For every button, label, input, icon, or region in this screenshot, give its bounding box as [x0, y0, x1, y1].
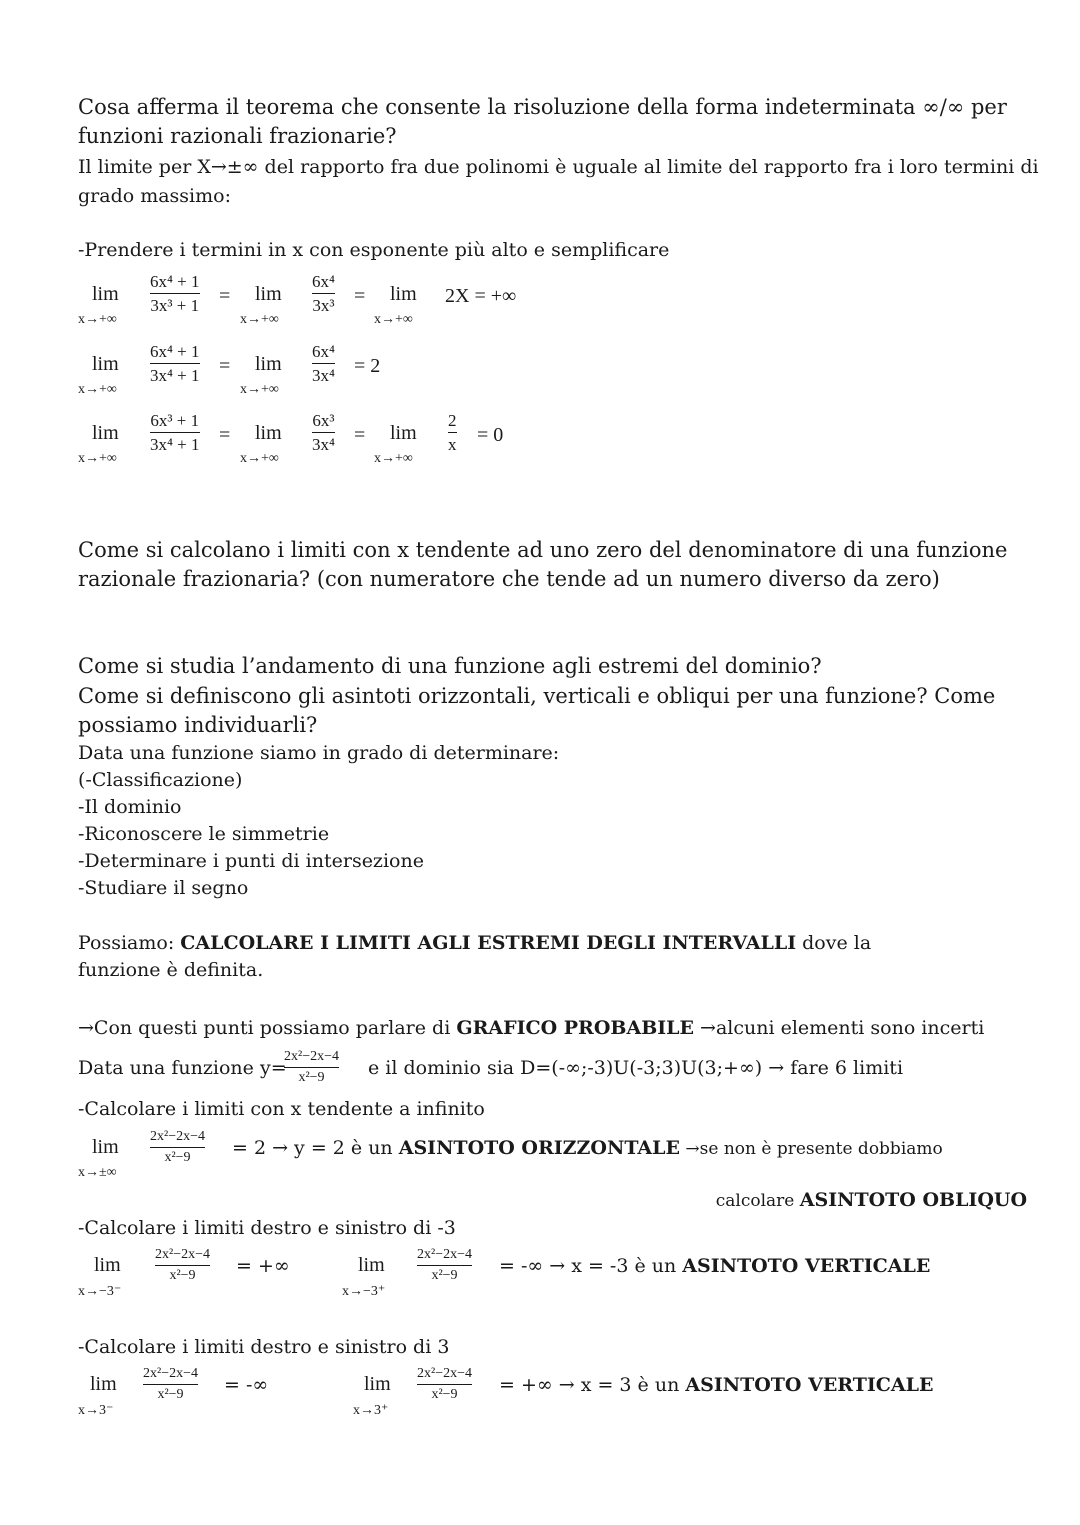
question-3-line-2: Come si definiscono gli asintoti orizzontali, verticali e obliqui per una funzione? Come	[78, 684, 996, 708]
lim-subscript: x→+∞	[240, 451, 279, 466]
data-func-prefix: Data una funzione y=	[78, 1057, 287, 1079]
question-1-line-1: Cosa afferma il teorema che consente la risoluzione della forma indeterminata ∞/∞ per	[78, 95, 1007, 119]
fraction	[448, 412, 457, 453]
function-fraction	[417, 1367, 472, 1402]
fraction	[150, 343, 200, 384]
numerator: 2	[448, 411, 457, 430]
question-2-line-1: Come si calcolano i limiti con x tendente ad uno zero del denominatore di una funzione	[78, 538, 1008, 562]
oblique-asymptote-note	[716, 1189, 1027, 1211]
numerator: 2x²−2x−4	[417, 1247, 472, 1262]
fraction	[150, 412, 200, 453]
lim-subscript: x→−3⁻	[78, 1284, 122, 1299]
right-result-bold: ASINTOTO VERTICALE	[682, 1255, 931, 1277]
numerator: 2x²−2x−4	[150, 1129, 205, 1144]
function-fraction	[417, 1248, 472, 1283]
grafico-suffix: →alcuni elementi sono incerti	[693, 1017, 985, 1039]
lim-subscript: x→+∞	[78, 382, 117, 397]
p3-limits-heading: -Calcolare i limiti destro e sinistro di 3	[78, 1336, 450, 1358]
fraction	[150, 273, 200, 314]
lim-label: lim	[92, 1136, 119, 1158]
function-fraction	[150, 1130, 205, 1165]
lim-subscript: x→+∞	[78, 451, 117, 466]
limit-result: = 2	[354, 355, 381, 377]
limit-result: = 0	[477, 424, 504, 446]
function-fraction	[155, 1248, 210, 1283]
lim-label: lim	[358, 1254, 385, 1276]
lim-label: lim	[255, 353, 282, 375]
equals-sign: =	[354, 424, 366, 446]
lim-label: lim	[90, 1373, 117, 1395]
lim-subscript: x→+∞	[240, 382, 279, 397]
instruction-text: -Prendere i termini in x con esponente più alto e semplificare	[78, 239, 670, 261]
lim-subscript: x→+∞	[240, 312, 279, 327]
left-limit-result: = -∞	[224, 1374, 269, 1396]
denominator: x²−9	[298, 1070, 325, 1085]
denominator: x	[448, 435, 457, 454]
list-item: -Il dominio	[78, 796, 182, 818]
lim-label: lim	[94, 1254, 121, 1276]
lim-subscript: x→+∞	[78, 312, 117, 327]
function-fraction	[284, 1050, 339, 1085]
question-1-line-2: funzioni razionali frazionarie?	[78, 124, 397, 148]
equals-sign: =	[219, 424, 231, 446]
possiamo-line-1	[78, 932, 871, 954]
question-2-line-2: razionale frazionaria? (con numeratore che tende ad un numero diverso da zero)	[78, 567, 940, 591]
answer-1-line-2: grado massimo:	[78, 185, 231, 207]
inf-limits-heading: -Calcolare i limiti con x tendente a infinito	[78, 1098, 485, 1120]
equals-sign: =	[219, 355, 231, 377]
numerator: 6x⁴	[312, 342, 335, 361]
lim-subscript: x→−3⁺	[342, 1284, 386, 1299]
grafico-line	[78, 1017, 984, 1039]
possiamo-bold: CALCOLARE I LIMITI AGLI ESTREMI DEGLI INTERVALLI	[180, 932, 797, 954]
lim-label: lim	[390, 422, 417, 444]
answer-1-line-1: Il limite per X→±∞ del rapporto fra due polinomi è uguale al limite del rapporto fra i loro termini di	[78, 156, 1039, 178]
possiamo-prefix: Possiamo:	[78, 932, 181, 954]
numerator: 2x²−2x−4	[417, 1366, 472, 1381]
inf-result-bold: ASINTOTO ORIZZONTALE	[398, 1137, 680, 1159]
oblique-bold: ASINTOTO OBLIQUO	[799, 1189, 1027, 1211]
oblique-prefix: calcolare	[715, 1191, 800, 1211]
list-item: -Determinare i punti di intersezione	[78, 850, 424, 872]
possiamo-suffix: dove la	[796, 932, 872, 954]
function-fraction	[143, 1367, 198, 1402]
right-result-bold: ASINTOTO VERTICALE	[685, 1374, 934, 1396]
denominator: 3x³	[312, 296, 335, 315]
list-item: -Studiare il segno	[78, 877, 249, 899]
numerator: 6x⁴	[312, 272, 335, 291]
inf-result-text: = 2 → y = 2 è un	[232, 1137, 399, 1159]
numerator: 2x²−2x−4	[155, 1247, 210, 1262]
equals-sign: =	[219, 285, 231, 307]
question-3-line-3: possiamo individuarli?	[78, 713, 318, 737]
denominator: 3x⁴ + 1	[150, 366, 200, 385]
data-func-suffix: e il dominio sia D=(-∞;-3)U(-3;3)U(3;+∞) → fare 6 limiti	[368, 1057, 904, 1079]
right-limit-result	[499, 1374, 933, 1396]
denominator: x²−9	[169, 1268, 196, 1283]
left-limit-result: = +∞	[236, 1255, 290, 1277]
list-item: (-Classificazione)	[78, 769, 243, 791]
numerator: 6x³	[312, 411, 335, 430]
m3-limits-heading: -Calcolare i limiti destro e sinistro di -3	[78, 1217, 456, 1239]
lim-subscript: x→+∞	[374, 312, 413, 327]
equals-sign: =	[354, 285, 366, 307]
numerator: 2x²−2x−4	[143, 1366, 198, 1381]
numerator: 6x³ + 1	[150, 411, 200, 430]
denominator: x²−9	[157, 1387, 184, 1402]
lim-label: lim	[364, 1373, 391, 1395]
lim-label: lim	[255, 422, 282, 444]
lim-label: lim	[390, 283, 417, 305]
inf-result-suffix: →se non è presente dobbiamo	[680, 1139, 943, 1159]
fraction	[312, 412, 335, 453]
lim-label: lim	[92, 422, 119, 444]
lim-subscript: x→±∞	[78, 1165, 117, 1180]
question-3-line-1: Come si studia l’andamento di una funzione agli estremi del dominio?	[78, 654, 822, 678]
right-result-text: = -∞ → x = -3 è un	[499, 1255, 683, 1277]
grafico-bold: GRAFICO PROBABILE	[456, 1017, 694, 1039]
grafico-prefix: →Con questi punti possiamo parlare di	[78, 1017, 457, 1039]
numerator: 6x⁴ + 1	[150, 342, 200, 361]
denominator: x²−9	[431, 1387, 458, 1402]
lim-subscript: x→+∞	[374, 451, 413, 466]
denominator: 3x³ + 1	[150, 296, 200, 315]
right-limit-result	[499, 1255, 930, 1277]
lim-label: lim	[255, 283, 282, 305]
lim-subscript: x→3⁻	[78, 1403, 114, 1418]
denominator: 3x⁴	[312, 366, 335, 385]
numerator: 6x⁴ + 1	[150, 272, 200, 291]
right-result-text: = +∞ → x = 3 è un	[499, 1374, 686, 1396]
numerator: 2x²−2x−4	[284, 1049, 339, 1064]
denominator: x²−9	[164, 1150, 191, 1165]
possiamo-line-2: funzione è definita.	[78, 959, 264, 981]
lim-label: lim	[92, 283, 119, 305]
limit-result: 2X = +∞	[445, 285, 517, 307]
inf-limit-result	[232, 1137, 943, 1159]
denominator: x²−9	[431, 1268, 458, 1283]
list-item: -Riconoscere le simmetrie	[78, 823, 330, 845]
fraction	[312, 343, 335, 384]
lim-label: lim	[92, 353, 119, 375]
answer-3-intro: Data una funzione siamo in grado di determinare:	[78, 742, 560, 764]
lim-subscript: x→3⁺	[353, 1403, 389, 1418]
fraction	[312, 273, 335, 314]
denominator: 3x⁴ + 1	[150, 435, 200, 454]
denominator: 3x⁴	[312, 435, 335, 454]
